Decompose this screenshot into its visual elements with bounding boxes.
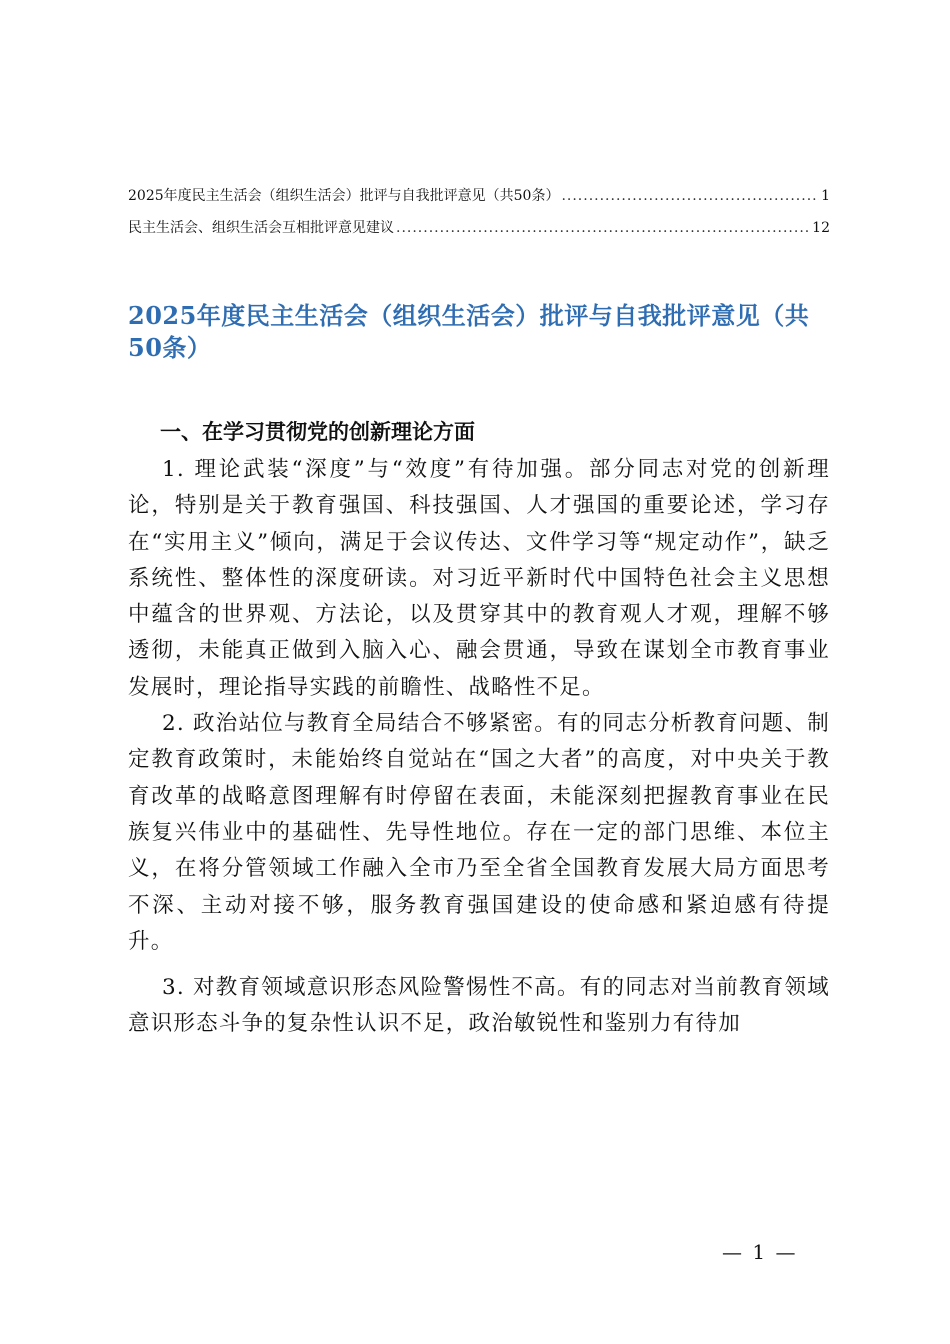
toc-entry-page: 1 — [821, 188, 830, 204]
toc-dot-leader — [561, 186, 819, 206]
page-number: — 1 — — [722, 1240, 798, 1264]
section-heading: 一、在学习贯彻党的创新理论方面 — [160, 420, 475, 444]
paragraph-2: 2. 政治站位与教育全局结合不够紧密。有的同志分析教育问题、制定教育政策时，未能始终自觉站在“国之大者”的高度，对中央关于教育改革的战略意图理解有时停留在表面，未能深刻把握教育事业在民族复兴伟业中的基础性、先导性地位。存在一定的部门思维、本位主义，在将分管领域工作融入全市乃至全省全国教育发展大局方面思考不深、主动对接不够，服务教育强国建设的使命感和紧迫感有待提升。 — [128, 711, 830, 954]
toc-dot-leader — [396, 218, 810, 238]
toc-entry-title: 2025年度民主生活会（组织生活会）批评与自我批评意见（共50条） — [128, 188, 560, 204]
paragraph-3: 3. 对教育领域意识形态风险警惕性不高。有的同志对当前教育领域意识形态斗争的复杂性认识不足，政治敏锐性和鉴别力有待加 — [128, 975, 830, 1037]
toc-entry[interactable] — [128, 218, 830, 238]
toc-entry-page: 12 — [812, 220, 830, 236]
table-of-contents — [128, 186, 830, 250]
document-title: 2025年度民主生活会（组织生活会）批评与自我批评意见（共50条） — [128, 301, 810, 362]
toc-entry-title: 民主生活会、组织生活会互相批评意见建议 — [128, 220, 394, 236]
paragraph-1: 1. 理论武装“深度”与“效度”有待加强。部分同志对党的创新理论，特别是关于教育强国、科技强国、人才强国的重要论述，学习存在“实用主义”倾向，满足于会议传达、文件学习等“规定动作”，缺乏系统性、整体性的深度研读。对习近平新时代中国特色社会主义思想中蕴含的世界观、方法论，以及贯穿其中的教育观人才观，理解不够透彻，未能真正做到入脑入心、融会贯通，导致在谋划全市教育事业发展时，理论指导实践的前瞻性、战略性不足。 — [128, 457, 830, 700]
toc-entry[interactable] — [128, 186, 830, 206]
document-body — [128, 414, 830, 1043]
